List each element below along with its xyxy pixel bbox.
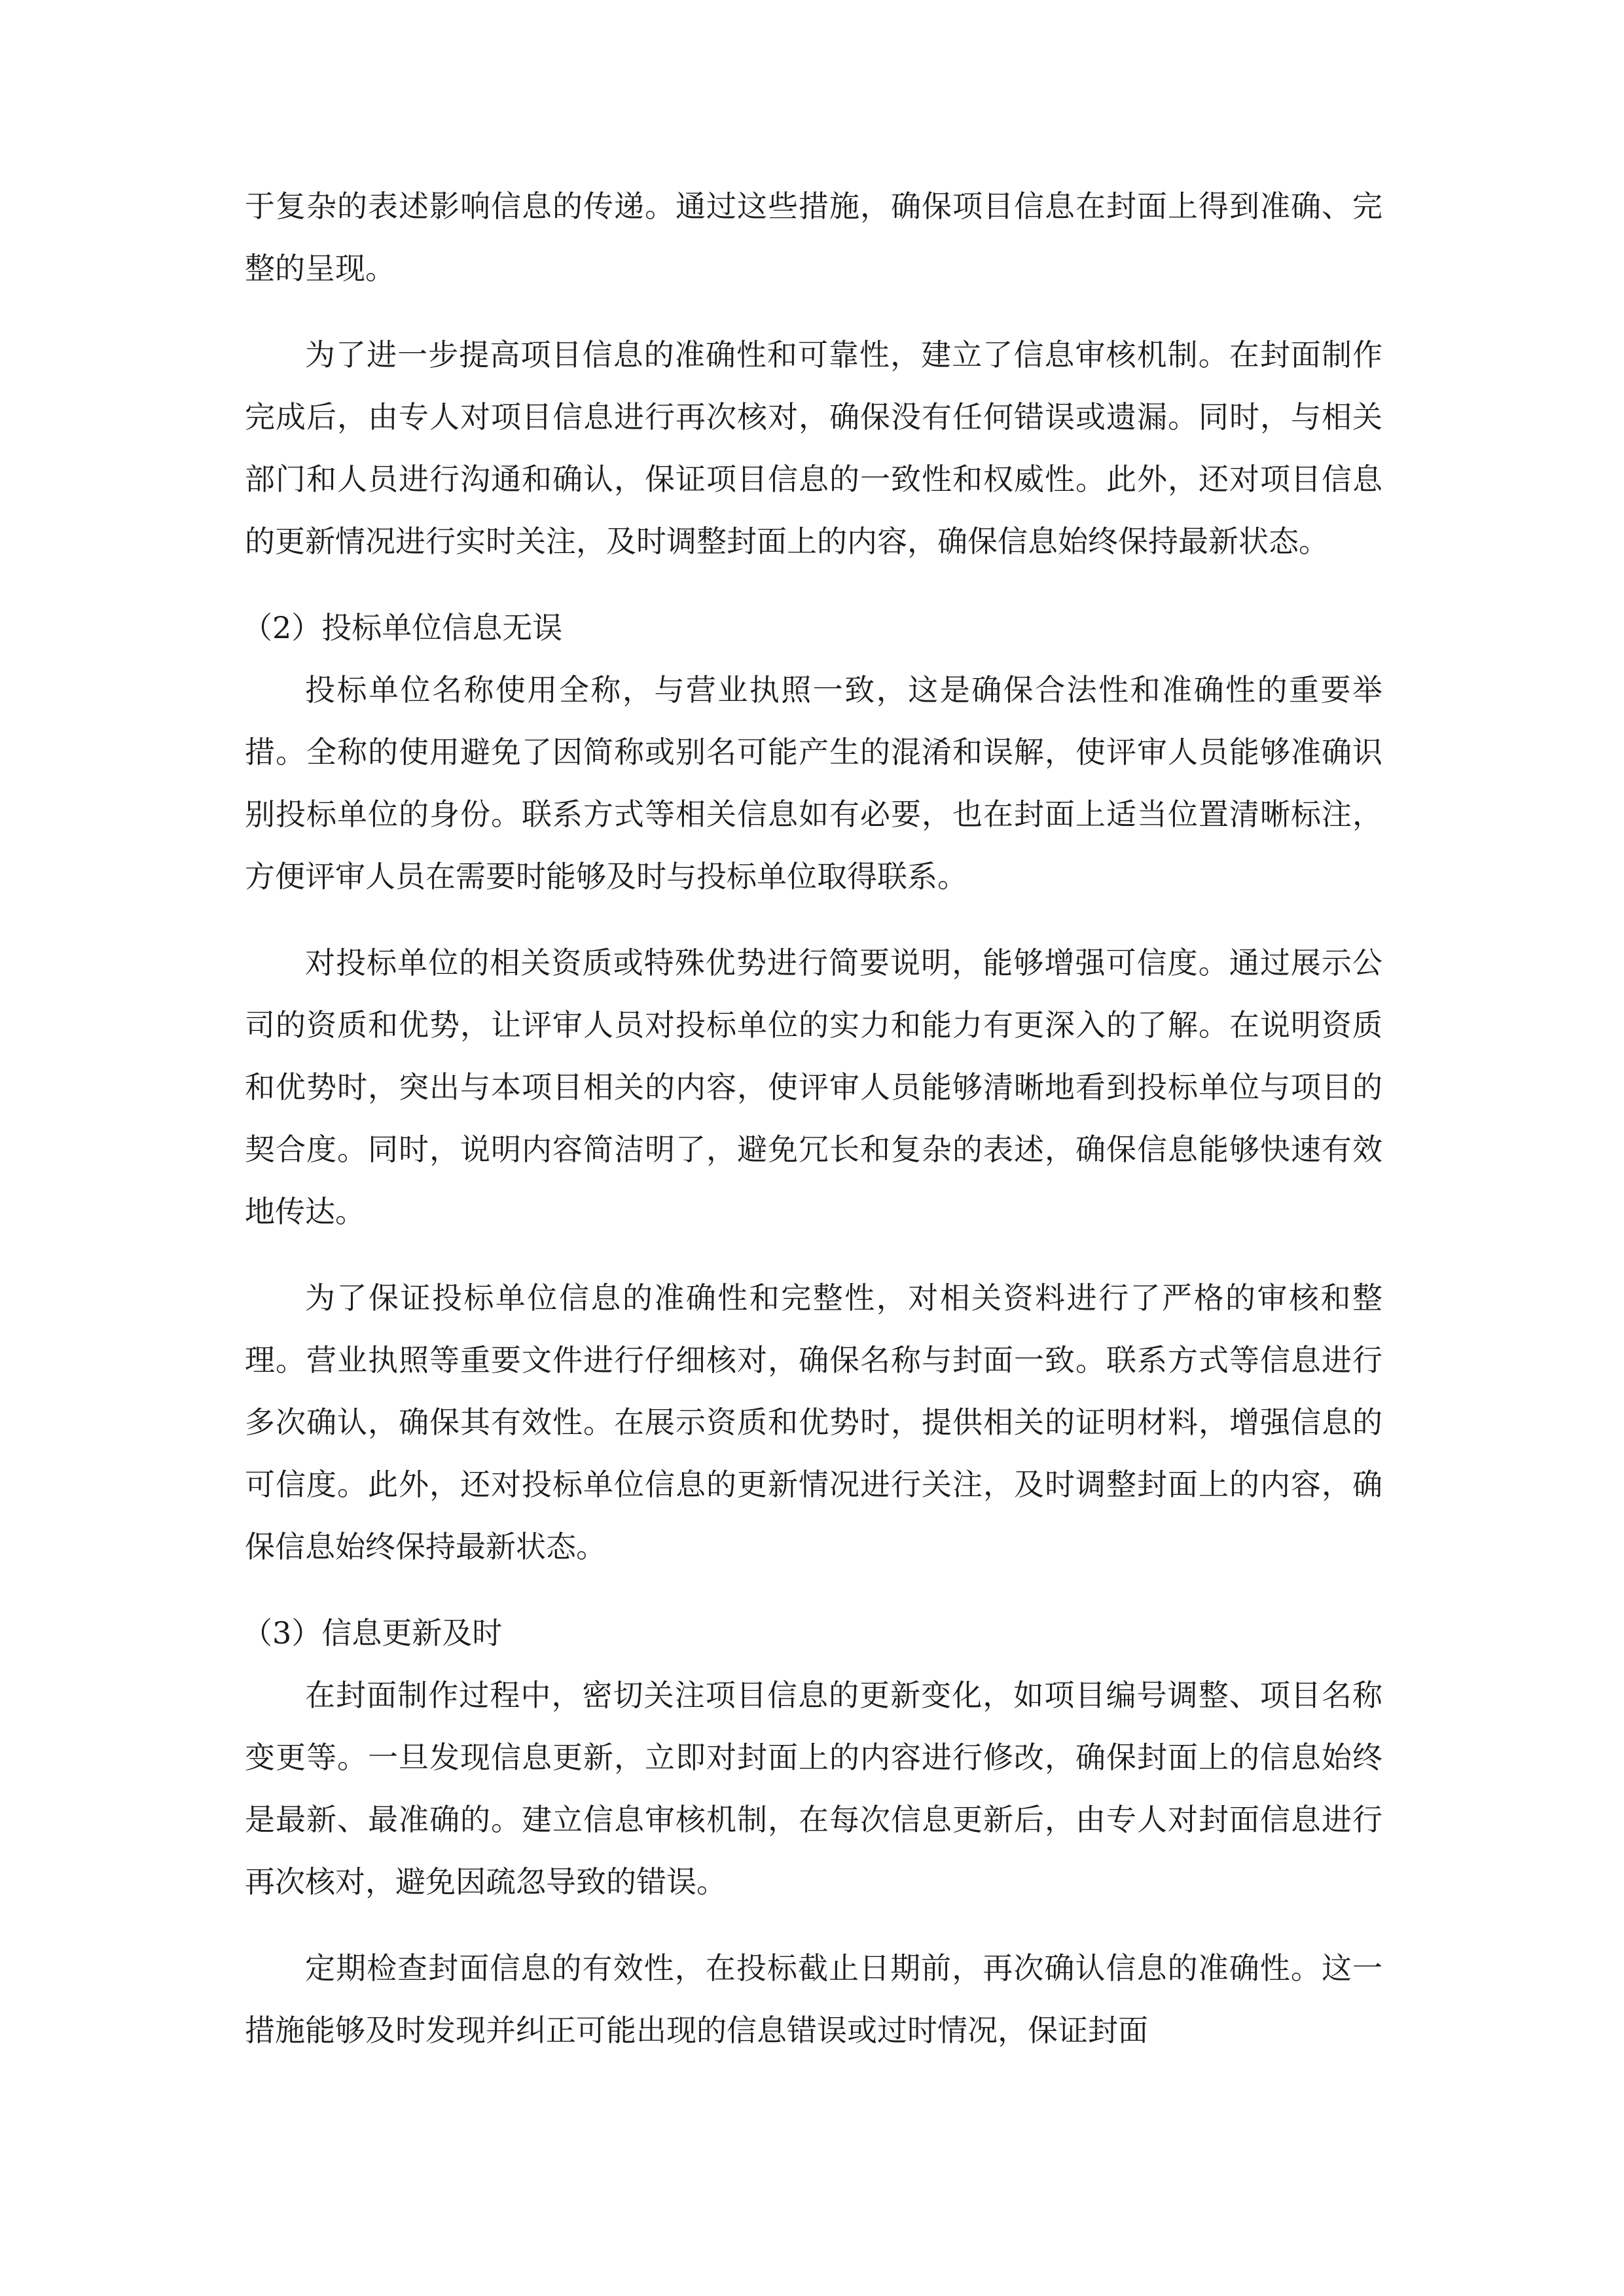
- paragraph-bidder-full-name: 投标单位名称使用全称，与营业执照一致，这是确保合法性和准确性的重要举措。全称的使用避免了因简称或别名可能产生的混淆和误解，使评审人员能够准确识别投标单位的身份。联系方式等相关信息如有必要，也在封面上适当位置清晰标注，方便评审人员在需要时能够及时与投标单位取得联系。: [245, 672, 1382, 894]
- section-heading-timely-updates-label: （3）信息更新及时: [242, 1615, 503, 1651]
- paragraph-update-tracking: 在封面制作过程中，密切关注项目信息的更新变化，如项目编号调整、项目名称变更等。一旦发现信息更新，立即对封面上的内容进行修改，确保封面上的信息始终是最新、最准确的。建立信息审核机制，在每次信息更新后，由专人对封面信息进行再次核对，避免因疏忽导致的错误。: [245, 1677, 1382, 1899]
- paragraph-bidder-qualifications: 对投标单位的相关资质或特殊优势进行简要说明，能够增强可信度。通过展示公司的资质和优势，让评审人员对投标单位的实力和能力有更深入的了解。在说明资质和优势时，突出与本项目相关的内容，使评审人员能够清晰地看到投标单位与项目的契合度。同时，说明内容简洁明了，避免冗长和复杂的表述，确保信息能够快速有效地传达。: [245, 945, 1382, 1229]
- section-heading-timely-updates: [242, 1602, 1382, 1664]
- document-body: [242, 175, 1382, 2086]
- paragraph-periodic-check: 定期检查封面信息的有效性，在投标截止日期前，再次确认信息的准确性。这一措施能够及时发现并纠正可能出现的信息错误或过时情况，保证封面: [245, 1950, 1382, 2048]
- paragraph-review-mechanism: 为了进一步提高项目信息的准确性和可靠性，建立了信息审核机制。在封面制作完成后，由专人对项目信息进行再次核对，确保没有任何错误或遗漏。同时，与相关部门和人员进行沟通和确认，保证项目信息的一致性和权威性。此外，还对项目信息的更新情况进行实时关注，及时调整封面上的内容，确保信息始终保持最新状态。: [245, 337, 1382, 559]
- paragraph-bidder-verification: 为了保证投标单位信息的准确性和完整性，对相关资料进行了严格的审核和整理。营业执照等重要文件进行仔细核对，确保名称与封面一致。联系方式等信息进行多次确认，确保其有效性。在展示资质和优势时，提供相关的证明材料，增强信息的可信度。此外，还对投标单位信息的更新情况进行关注，及时调整封面上的内容，确保信息始终保持最新状态。: [245, 1280, 1382, 1564]
- section-heading-bidder-info: [242, 597, 1382, 659]
- paragraph-continuation: 于复杂的表述影响信息的传递。通过这些措施，确保项目信息在封面上得到准确、完整的呈现。: [245, 188, 1382, 286]
- section-heading-bidder-info-label: （2）投标单位信息无误: [242, 610, 563, 645]
